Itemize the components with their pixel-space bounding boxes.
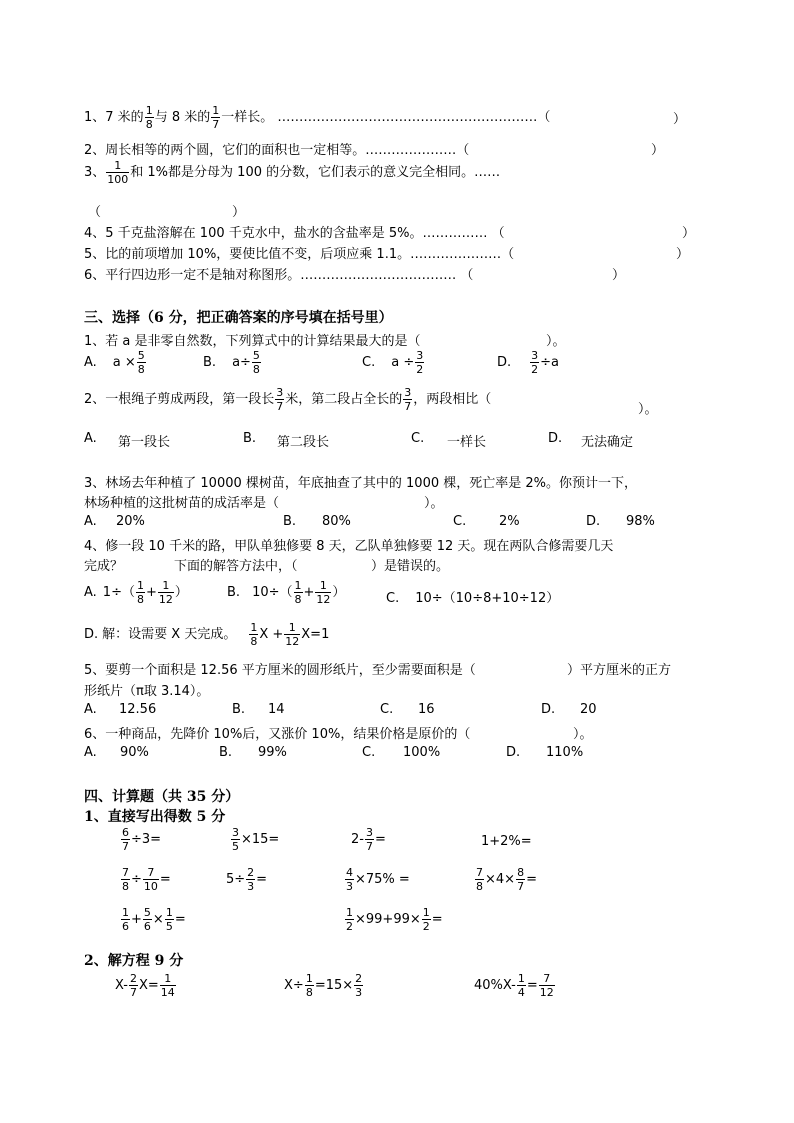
choice-q3-line2: 林场种植的这批树苗的成活率是（ xyxy=(84,496,280,511)
choice-q5-option-c[interactable]: 16 xyxy=(418,702,435,717)
fraction: $\frac{7}{8}$ xyxy=(122,866,129,893)
choice-q2-option-d[interactable]: 无法确定 xyxy=(581,435,634,450)
choice-q4-option-b[interactable]: B. 10÷（ $\frac{1}{8}$ + $\frac{1}{12}$ ） xyxy=(227,579,346,606)
fraction: $\frac{7}{12}$ xyxy=(539,972,554,999)
section-heading-choice: 三、选择（6 分，把正确答案的序号填在括号里） xyxy=(84,310,393,326)
choice-q3-option-b[interactable]: 80% xyxy=(322,514,351,529)
fraction: $\frac{5}{8}$ xyxy=(252,349,260,376)
fraction: $\frac{1}{8}$ xyxy=(136,579,144,606)
choice-q5-option-b[interactable]: 14 xyxy=(268,702,285,717)
calc-item-r2-4: $\frac{7}{8}$ ×4× $\frac{8}{7}$ = xyxy=(476,866,537,893)
choice-q6-option-b-label[interactable]: B. xyxy=(219,745,233,760)
fraction: $\frac{2}{3}$ xyxy=(247,866,255,893)
calc-subheading-2: 2、解方程 9 分 xyxy=(84,953,184,969)
judge-item-1 xyxy=(84,104,550,131)
choice-q4-option-c[interactable]: C. 10÷（10÷8+10÷12） xyxy=(386,591,560,606)
choice-q1-option-b[interactable]: B. a÷ $\frac{5}{8}$ xyxy=(203,349,260,376)
judge-1-pre: 1、7 米的 xyxy=(84,110,144,125)
choice-q2-blank[interactable]: ）。 xyxy=(638,402,658,417)
choice-q5-blank[interactable]: ）平方厘米的正方 xyxy=(567,663,672,678)
choice-q3-blank[interactable]: ）。 xyxy=(424,496,444,511)
judge-1-post: 一样长。 ……………………………………………………（ xyxy=(221,110,551,125)
choice-q6-option-a-label[interactable]: A. xyxy=(84,745,97,760)
judge-item-2: 2、周长相等的两个圆，它们的面积也一定相等。…………………（ xyxy=(84,143,470,158)
equation-1: X- $\frac{2}{7}$ X= $\frac{1}{14}$ xyxy=(115,972,175,999)
fraction: $\frac{3}{7}$ xyxy=(365,826,373,853)
answer-blank-2[interactable]: ） xyxy=(651,143,665,158)
fraction: $\frac{1}{8}$ xyxy=(305,972,313,999)
answer-blank-6[interactable]: ） xyxy=(612,268,626,283)
section-heading-calc: 四、计算题（共 35 分） xyxy=(84,789,240,805)
calc-item-r1-1: $\frac{6}{7}$ ÷3= xyxy=(122,826,162,853)
choice-q5-option-d-label[interactable]: D. xyxy=(541,702,556,717)
calc-item-r2-1: $\frac{7}{8}$ ÷ $\frac{7}{10}$ = xyxy=(122,866,171,893)
choice-q2-option-b[interactable]: 第二段长 xyxy=(277,435,330,450)
fraction: $\frac{1}{12}$ xyxy=(158,579,173,606)
answer-blank-3-open[interactable]: （ xyxy=(88,205,102,220)
choice-q6-option-d-label[interactable]: D. xyxy=(506,745,521,760)
choice-q4-line2a: 完成？ xyxy=(84,559,124,574)
choice-q6-option-b[interactable]: 99% xyxy=(258,745,287,760)
choice-q5-line1: 5、要剪一个面积是 12.56 平方厘米的圆形纸片，至少需要面积是（ xyxy=(84,663,476,678)
answer-blank-4[interactable]: ） xyxy=(682,226,696,241)
choice-q3-option-c-label[interactable]: C. xyxy=(453,514,467,529)
choice-q2-option-b-label[interactable]: B. xyxy=(243,431,257,446)
choice-q3-option-c[interactable]: 2% xyxy=(499,514,520,529)
judge-item-3: 3、 $\frac{1}{100}$ 和 1%都是分母为 100 的分数，它们表示的意义完全相同。…… xyxy=(84,159,501,186)
choice-q6-option-d[interactable]: 110% xyxy=(546,745,584,760)
fraction: $\frac{4}{3}$ xyxy=(346,866,353,893)
fraction: $\frac{1}{7}$ xyxy=(212,104,220,131)
choice-q5-option-a-label[interactable]: A. xyxy=(84,702,97,717)
calc-item-r2-3: $\frac{4}{3}$ ×75% = xyxy=(346,866,410,893)
equation-3: 40%X- $\frac{1}{4}$ = $\frac{7}{12}$ xyxy=(474,972,554,999)
answer-blank-1[interactable]: ） xyxy=(673,112,687,127)
choice-q2-option-d-label[interactable]: D. xyxy=(548,431,563,446)
choice-q1: 1、若 a 是非零自然数，下列算式中的计算结果最大的是（ xyxy=(84,334,421,349)
judge-item-5: 5、比的前项增加 10%，要使比值不变，后项应乘 1.1。…………………（ xyxy=(84,247,515,262)
choice-q6-option-a[interactable]: 90% xyxy=(120,745,149,760)
choice-q3-option-d-label[interactable]: D. xyxy=(586,514,601,529)
choice-q2-option-c-label[interactable]: C. xyxy=(411,431,425,446)
fraction: $\frac{1}{12}$ xyxy=(316,579,331,606)
choice-q4-line2b: 下面的解答方法中，（ xyxy=(174,559,298,574)
choice-q1-option-a[interactable]: A. a × $\frac{5}{8}$ xyxy=(84,349,145,376)
fraction: $\frac{5}{6}$ xyxy=(143,906,151,933)
choice-q1-option-d[interactable]: D. $\frac{3}{2}$ ÷a xyxy=(497,349,560,376)
choice-q6: 6、一种商品，先降价 10%后，又涨价 10%，结果价格是原价的（ xyxy=(84,727,471,742)
fraction: $\frac{1}{4}$ xyxy=(517,972,525,999)
fraction: $\frac{1}{2}$ xyxy=(422,906,430,933)
fraction: $\frac{1}{100}$ xyxy=(107,159,129,186)
answer-blank-5[interactable]: ） xyxy=(676,247,690,262)
choice-q5-option-b-label[interactable]: B. xyxy=(232,702,246,717)
fraction: $\frac{7}{10}$ xyxy=(143,866,158,893)
fraction: $\frac{3}{2}$ xyxy=(531,349,539,376)
fraction: $\frac{1}{8}$ xyxy=(145,104,153,131)
fraction: $\frac{1}{6}$ xyxy=(122,906,129,933)
fraction: $\frac{7}{8}$ xyxy=(476,866,483,893)
choice-q2-option-a-label[interactable]: A. xyxy=(84,431,97,446)
judge-item-4: 4、5 千克盐溶解在 100 千克水中，盐水的含盐率是 5%。…………… （ xyxy=(84,226,505,241)
fraction: $\frac{3}{5}$ xyxy=(232,826,239,853)
calc-item-r2-2: 5÷ $\frac{2}{3}$ = xyxy=(226,866,268,893)
calc-item-r1-2: $\frac{3}{5}$ ×15= xyxy=(232,826,280,853)
choice-q1-option-c[interactable]: C. a ÷ $\frac{3}{2}$ xyxy=(362,349,424,376)
choice-q4-blank[interactable]: ）是错误的。 xyxy=(371,559,450,574)
choice-q2-option-c[interactable]: 一样长 xyxy=(447,435,487,450)
answer-blank-3-close[interactable]: ） xyxy=(232,205,246,220)
choice-q5-option-d[interactable]: 20 xyxy=(580,702,597,717)
fraction: $\frac{8}{7}$ xyxy=(517,866,525,893)
choice-q5-option-a[interactable]: 12.56 xyxy=(119,702,157,717)
choice-q6-blank[interactable]: ）。 xyxy=(573,727,593,742)
choice-q5-line2: 形纸片（π取 3.14）。 xyxy=(84,684,210,699)
fraction: $\frac{1}{8}$ xyxy=(294,579,302,606)
calc-item-r1-4: 1+2%= xyxy=(481,834,532,849)
choice-q4-option-a[interactable]: A. 1÷（ $\frac{1}{8}$ + $\frac{1}{12}$ ） xyxy=(84,579,188,606)
judge-1-mid: 与 8 米的 xyxy=(154,110,211,125)
fraction: $\frac{5}{8}$ xyxy=(137,349,145,376)
choice-q3-option-a[interactable]: 20% xyxy=(116,514,145,529)
calc-item-r3-1: $\frac{1}{6}$ + $\frac{5}{6}$ × $\frac{1}{5}$ = xyxy=(122,906,186,933)
choice-q2: 2、一根绳子剪成两段，第一段长 $\frac{3}{7}$ 米，第二段占全长的 $\frac{3}{7}$ ，两段相比（ xyxy=(84,386,492,413)
choice-q3-option-b-label[interactable]: B. xyxy=(283,514,297,529)
calc-item-r1-3: 2- $\frac{3}{7}$ = xyxy=(351,826,386,853)
choice-q1-blank[interactable]: ）。 xyxy=(546,334,566,349)
fraction: $\frac{1}{5}$ xyxy=(165,906,173,933)
fraction: $\frac{3}{7}$ xyxy=(276,386,284,413)
choice-q2-option-a[interactable]: 第一段长 xyxy=(118,435,171,450)
fraction: $\frac{1}{2}$ xyxy=(346,906,353,933)
fraction: $\frac{2}{3}$ xyxy=(355,972,363,999)
fraction: $\frac{1}{14}$ xyxy=(160,972,175,999)
choice-q6-option-c[interactable]: 100% xyxy=(403,745,441,760)
fraction: $\frac{1}{8}$ xyxy=(250,621,258,648)
calc-item-r3-2: $\frac{1}{2}$ ×99+99× $\frac{1}{2}$ = xyxy=(346,906,443,933)
choice-q4-line1: 4、修一段 10 千米的路，甲队单独修要 8 天，乙队单独修要 12 天。现在两队合修需要几天 xyxy=(84,539,614,554)
equation-2: X÷ $\frac{1}{8}$ =15× $\frac{2}{3}$ xyxy=(284,972,363,999)
fraction: $\frac{6}{7}$ xyxy=(122,826,129,853)
fraction: $\frac{1}{12}$ xyxy=(285,621,300,648)
choice-q4-option-d[interactable]: D. 解：设需要 X 天完成。 $\frac{1}{8}$ X + $\frac{1}{12}$ X=1 xyxy=(84,621,330,648)
judge-item-6: 6、平行四边形一定不是轴对称图形。……………………………… （ xyxy=(84,268,474,283)
fraction: $\frac{3}{7}$ xyxy=(404,386,412,413)
choice-q6-option-c-label[interactable]: C. xyxy=(362,745,376,760)
calc-subheading-1: 1、直接写出得数 5 分 xyxy=(84,809,226,825)
fraction: $\frac{3}{2}$ xyxy=(416,349,424,376)
fraction: $\frac{2}{7}$ xyxy=(129,972,137,999)
choice-q5-option-c-label[interactable]: C. xyxy=(380,702,394,717)
choice-q3-option-a-label[interactable]: A. xyxy=(84,514,97,529)
choice-q3-option-d[interactable]: 98% xyxy=(626,514,655,529)
choice-q3-line1: 3、林场去年种植了 10000 棵树苗，年底抽查了其中的 1000 棵，死亡率是 2%。你预计一下， xyxy=(84,476,637,491)
